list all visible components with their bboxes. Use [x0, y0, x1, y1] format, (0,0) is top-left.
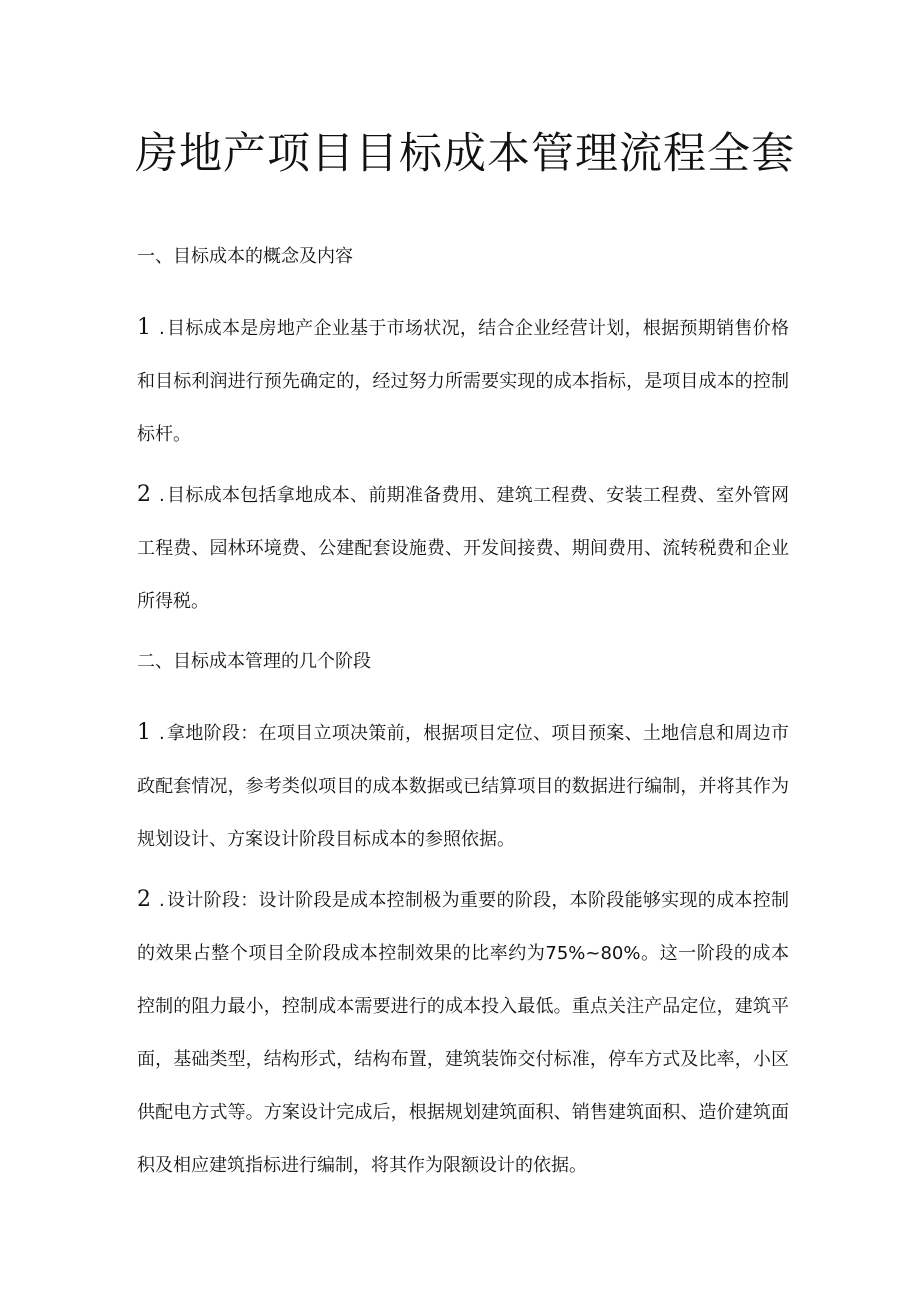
item-text: 设计阶段：设计阶段是成本控制极为重要的阶段，本阶段能够实现的成本控制的效果占整个项目全阶段成本控制效果的比率约为75%~80%。这一阶段的成本控制的阻力最小，控制成本需要进行的成本投入最低。重点关注产品定位，建筑平面，基础类型，结构形式，结构布置，建筑装饰交付标准，停车方式及比率，小区供配电方式等。方案设计完成后，根据规划建筑面积、销售建筑面积、造价建筑面积及相应建筑指标进行编制，将其作为限额设计的依据。 — [137, 890, 789, 1176]
document-title: 房地产项目目标成本管理流程全套 — [135, 129, 795, 179]
section-heading-stages: 二、目标成本管理的几个阶段 — [137, 651, 371, 672]
section-2-item-2: 2 . 设计阶段：设计阶段是成本控制极为重要的阶段，本阶段能够实现的成本控制的效果占整个项目全阶段成本控制效果的比率约为75%~80%。这一阶段的成本控制的阻力最小，控制成本需要进行的成本投入最低。重点关注产品定位，建筑平面，基础类型，结构形式，结构布置，建筑装饰交付标准，停车方式及比率，小区供配电方式等。方案设计完成后，根据规划建筑面积、销售建筑面积、造价建筑面积及相应建筑指标进行编制，将其作为限额设计的依据。 — [137, 887, 789, 1176]
section-heading-concept: 一、目标成本的概念及内容 — [137, 246, 353, 267]
section-1-item-1: 1 . 目标成本是房地产企业基于市场状况，结合企业经营计划，根据预期销售价格和目标利润进行预先确定的，经过努力所需要实现的成本指标，是项目成本的控制标杆。 — [137, 315, 789, 445]
item-text: 目标成本是房地产企业基于市场状况，结合企业经营计划，根据预期销售价格和目标利润进行预先确定的，经过努力所需要实现的成本指标，是项目成本的控制标杆。 — [137, 318, 789, 445]
item-number: 1 — [137, 720, 151, 745]
item-number: 2 — [137, 887, 151, 912]
section-2-item-1: 1 . 拿地阶段：在项目立项决策前，根据项目定位、项目预案、土地信息和周边市政配套情况，参考类似项目的成本数据或已结算项目的数据进行编制，并将其作为规划设计、方案设计阶段目标成本的参照依据。 — [137, 720, 789, 850]
item-text: 拿地阶段：在项目立项决策前，根据项目定位、项目预案、土地信息和周边市政配套情况，参考类似项目的成本数据或已结算项目的数据进行编制，并将其作为规划设计、方案设计阶段目标成本的参照依据。 — [137, 723, 789, 850]
item-number: 2 — [137, 482, 151, 507]
item-number: 1 — [137, 315, 151, 340]
item-text: 目标成本包括拿地成本、前期准备费用、建筑工程费、安装工程费、室外管网工程费、园林环境费、公建配套设施费、开发间接费、期间费用、流转税费和企业所得税。 — [137, 485, 789, 612]
section-1-item-2: 2 . 目标成本包括拿地成本、前期准备费用、建筑工程费、安装工程费、室外管网工程费、园林环境费、公建配套设施费、开发间接费、期间费用、流转税费和企业所得税。 — [137, 482, 789, 612]
